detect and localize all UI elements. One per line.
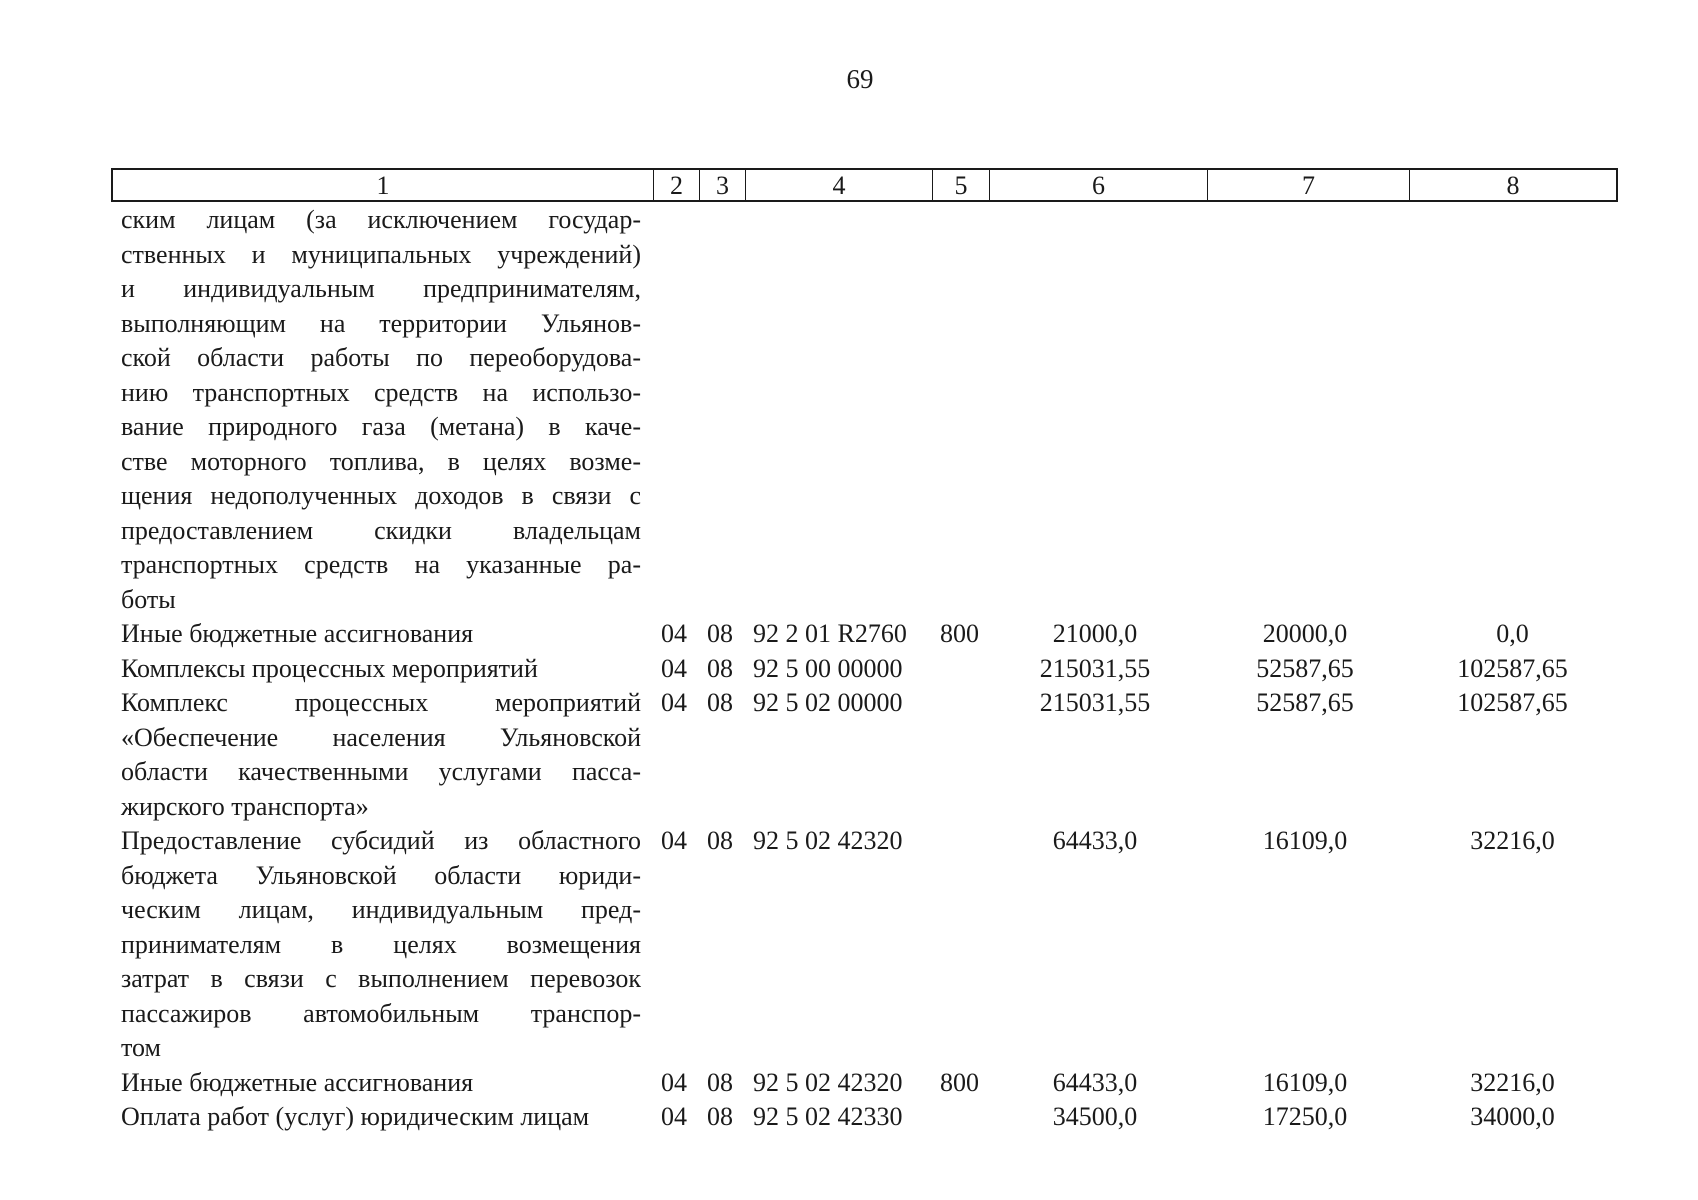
- row-name-line: жирского транспорта»: [121, 791, 369, 821]
- cell-col-2: 04: [661, 619, 687, 648]
- row-name-line: Иные бюджетные ассигнования: [121, 619, 474, 648]
- cell-col-8: 34000,0: [1470, 1102, 1555, 1131]
- row-name-line: Комплекс процессных мероприятий: [121, 688, 641, 717]
- row-name-line: Иные бюджетные ассигнования: [121, 1067, 474, 1097]
- cell-col-8: 32216,0: [1470, 1067, 1555, 1097]
- header-col-8: 8: [1506, 171, 1520, 200]
- header-col-6: 6: [990, 170, 1208, 200]
- row-name-line: ской области работы по переоборудова-: [121, 343, 641, 372]
- cell-col-7: 52587,65: [1256, 688, 1354, 717]
- row-name: [121, 617, 641, 652]
- cell-col-3: 08: [707, 619, 733, 648]
- row-name-line: бюджета Ульяновской области юриди-: [121, 860, 641, 890]
- cell-col-4: 92 5 02 42330: [753, 1102, 903, 1131]
- cell-col-6: 64433,0: [1052, 1067, 1138, 1097]
- row-name-line: Предоставление субсидий из областного: [121, 826, 641, 855]
- row-name-line: транспортных средств на указанные ра-: [121, 550, 641, 579]
- row-name: [121, 652, 641, 687]
- cell-col-4: 92 5 02 00000: [753, 688, 903, 717]
- row-name-line: затрат в связи с выполнением перевозок: [121, 964, 641, 993]
- cell-col-3: 08: [707, 1102, 733, 1131]
- row-name: [121, 1100, 641, 1135]
- header-col-5: 5: [933, 170, 990, 200]
- row-name-line: стве моторного топлива, в целях возме-: [121, 446, 641, 476]
- cell-col-8: 102587,65: [1457, 653, 1568, 683]
- header-col-1: 1: [113, 170, 654, 200]
- row-name-line: том: [121, 1033, 161, 1062]
- cell-col-7: 16109,0: [1262, 1067, 1348, 1097]
- cell-col-2: 04: [661, 1102, 687, 1131]
- cell-col-2: 04: [661, 688, 687, 717]
- cell-col-6: 215031,55: [1039, 688, 1151, 717]
- row-name-line: области качественными услугами пасса-: [121, 757, 641, 786]
- row-name-line: ским лицам (за исключением государ-: [121, 205, 641, 234]
- cell-col-7: 17250,0: [1262, 1102, 1348, 1131]
- row-name: [121, 203, 641, 617]
- cell-col-8: 102587,65: [1457, 688, 1568, 717]
- cell-col-6: 34500,0: [1052, 1102, 1138, 1131]
- header-col-7: 7: [1208, 170, 1410, 200]
- cell-col-7: 52587,65: [1256, 653, 1354, 683]
- page-number: 69: [846, 64, 874, 94]
- cell-col-3: 08: [707, 688, 733, 717]
- cell-col-5: 800: [940, 1067, 979, 1097]
- cell-col-6: 21000,0: [1052, 619, 1138, 648]
- row-name-line: ческим лицам, индивидуальным пред-: [121, 895, 641, 924]
- cell-col-8: 32216,0: [1470, 826, 1555, 855]
- cell-col-4: 92 5 02 42320: [753, 1067, 903, 1097]
- row-name-line: вание природного газа (метана) в каче-: [121, 412, 641, 441]
- header-col-2: 2: [654, 170, 700, 200]
- row-name-line: нию транспортных средств на использо-: [121, 377, 641, 407]
- row-name-line: ственных и муниципальных учреждений): [121, 239, 641, 269]
- row-name: [121, 824, 641, 1066]
- cell-col-8: 0,0: [1496, 619, 1529, 648]
- row-name-line: выполняющим на территории Ульянов-: [121, 308, 641, 338]
- cell-col-6: 64433,0: [1052, 826, 1138, 855]
- row-name-line: щения недополученных доходов в связи с: [121, 481, 641, 510]
- cell-col-6: 215031,55: [1039, 653, 1151, 683]
- row-name-line: и индивидуальным предпринимателям,: [121, 274, 641, 303]
- row-name-line: Комплексы процессных мероприятий: [121, 653, 538, 683]
- row-name: [121, 1066, 641, 1101]
- row-name-line: Оплата работ (услуг) юридическим лицам: [121, 1102, 590, 1131]
- cell-col-3: 08: [707, 653, 733, 683]
- header-col-3: 3: [700, 170, 746, 200]
- table-header: [111, 168, 1618, 202]
- row-name-line: пассажиров автомобильным транспор-: [121, 998, 641, 1028]
- cell-col-5: 800: [940, 619, 979, 648]
- cell-col-3: 08: [707, 1067, 733, 1097]
- cell-col-2: 04: [661, 653, 687, 683]
- row-name: [121, 686, 641, 824]
- cell-col-4: 92 2 01 R2760: [753, 619, 907, 648]
- cell-col-3: 08: [707, 826, 733, 855]
- header-col-4: 4: [746, 170, 933, 200]
- row-name-line: принимателям в целях возмещения: [121, 929, 641, 959]
- cell-col-4: 92 5 02 42320: [753, 826, 903, 855]
- row-name-line: «Обеспечение населения Ульяновской: [121, 722, 641, 752]
- cell-col-2: 04: [661, 1067, 687, 1097]
- cell-col-4: 92 5 00 00000: [753, 653, 903, 683]
- cell-col-2: 04: [661, 826, 687, 855]
- cell-col-7: 16109,0: [1262, 826, 1348, 855]
- row-name-line: боты: [121, 584, 176, 614]
- row-name-line: предоставлением скидки владельцам: [121, 515, 641, 545]
- cell-col-7: 20000,0: [1262, 619, 1348, 648]
